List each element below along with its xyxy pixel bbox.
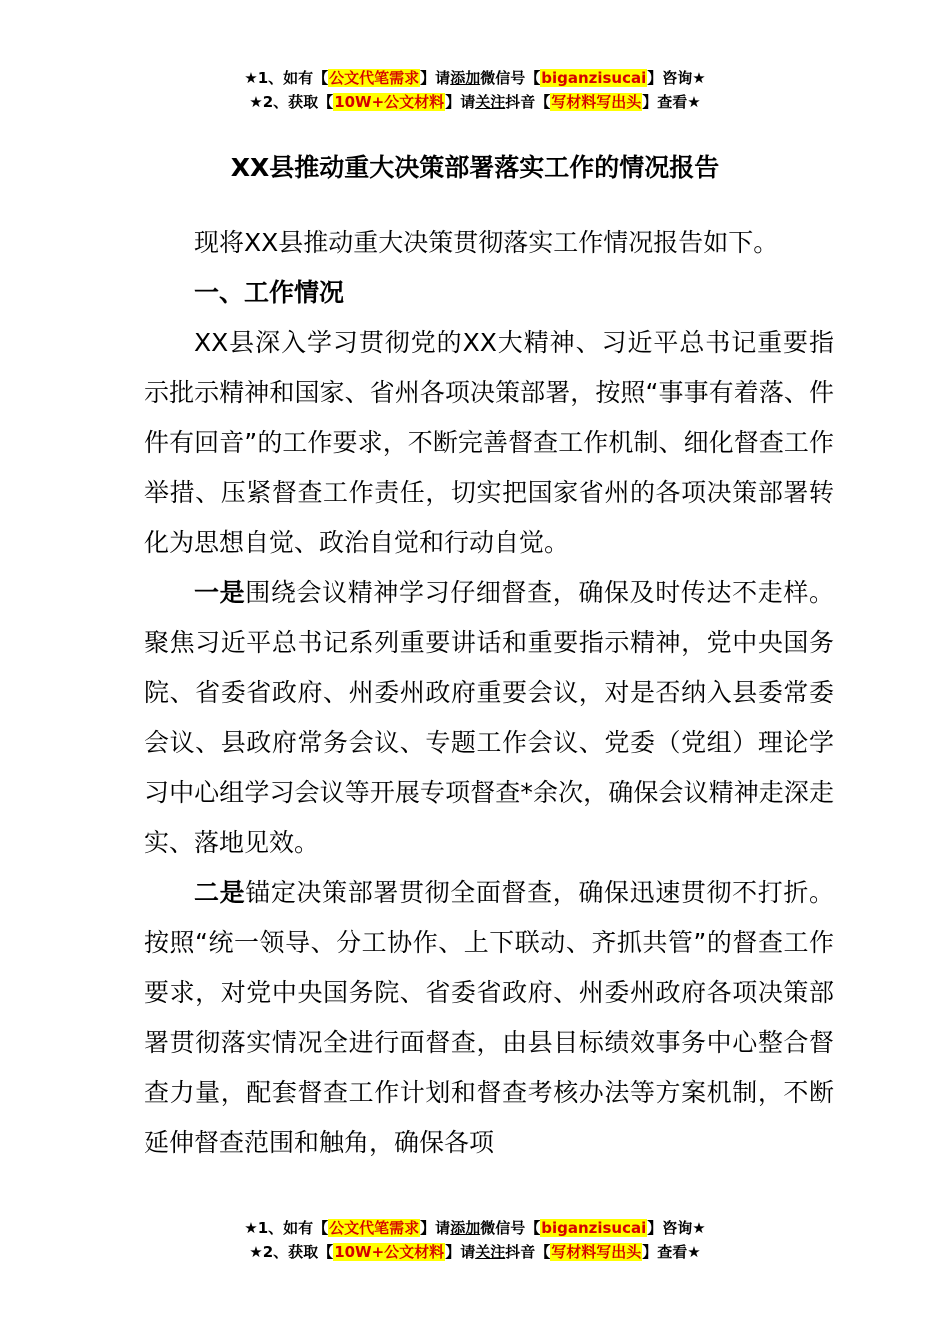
promo-banner-bottom: [0, 1216, 950, 1264]
document-title: XX县推动重大决策部署落实工作的情况报告: [230, 153, 720, 182]
point-lead: 二是: [194, 878, 246, 907]
promo-highlight: 写材料写出头: [551, 93, 642, 111]
point-lead: 一是: [194, 578, 246, 607]
promo-line-1: [0, 66, 950, 90]
point-paragraph-1: [144, 568, 834, 868]
promo-line-1: [0, 1216, 950, 1240]
intro-paragraph: 现将XX县推动重大决策贯彻落实工作情况报告如下。: [194, 228, 779, 257]
promo-text: 】请: [420, 1219, 451, 1237]
promo-highlight: 公文代笔需求: [329, 1219, 420, 1237]
point-paragraph-2: [144, 868, 834, 1168]
promo-line-2: [0, 1240, 950, 1264]
promo-text: 抖音【: [505, 93, 551, 111]
promo-text: 】请: [420, 69, 451, 87]
promo-highlight: 写材料写出头: [551, 1243, 642, 1261]
promo-underlined-text: 关注: [475, 1243, 506, 1261]
promo-text: 】请: [445, 93, 476, 111]
document-body: [144, 218, 834, 1168]
promo-text: 】咨询★: [647, 69, 706, 87]
promo-text: ★1、如有【: [244, 69, 329, 87]
promo-text: 抖音【: [505, 1243, 551, 1261]
promo-highlight: biganzisucai: [541, 69, 647, 87]
promo-text: 微信号【: [480, 1219, 541, 1237]
promo-underlined-text: 关注: [475, 93, 506, 111]
promo-text: 】请: [445, 1243, 476, 1261]
promo-line-2: [0, 90, 950, 114]
promo-text: 】查看★: [642, 1243, 701, 1261]
promo-underlined-text: 添加: [450, 69, 481, 87]
section-heading: 一、工作情况: [194, 278, 345, 307]
promo-highlight: biganzisucai: [541, 1219, 647, 1237]
section-paragraph: XX县深入学习贯彻党的XX大精神、习近平总书记重要指示批示精神和国家、省州各项决策部署，按照“事事有着落、件件有回音”的工作要求，不断完善督查工作机制、细化督查工作举措、压紧督查工作责任，切实把国家省州的各项决策部署转化为思想自觉、政治自觉和行动自觉。: [144, 328, 834, 557]
promo-highlight: 10W+公文材料: [334, 1243, 445, 1261]
promo-highlight: 公文代笔需求: [329, 69, 420, 87]
promo-banner-top: [0, 66, 950, 114]
promo-text: 微信号【: [480, 69, 541, 87]
promo-text: 】查看★: [642, 93, 701, 111]
point-text: 围绕会议精神学习仔细督查，确保及时传达不走样。聚焦习近平总书记系列重要讲话和重要指示精神，党中央国务院、省委省政府、州委州政府重要会议，对是否纳入县委常委会议、县政府常务会议、专题工作会议、党委（党组）理论学习中心组学习会议等开展专项督查*余次，确保会议精神走深走实、落地见效。: [144, 578, 834, 857]
promo-text: ★1、如有【: [244, 1219, 329, 1237]
point-text: 锚定决策部署贯彻全面督查，确保迅速贯彻不打折。按照“统一领导、分工协作、上下联动、齐抓共管”的督查工作要求，对党中央国务院、省委省政府、州委州政府各项决策部署贯彻落实情况全进行面督查，由县目标绩效事务中心整合督查力量，配套督查工作计划和督查考核办法等方案机制，不断延伸督查范围和触角，确保各项: [144, 878, 834, 1157]
promo-underlined-text: 添加: [450, 1219, 481, 1237]
promo-text: ★2、获取【: [249, 93, 334, 111]
promo-text: 】咨询★: [647, 1219, 706, 1237]
promo-highlight: 10W+公文材料: [334, 93, 445, 111]
promo-text: ★2、获取【: [249, 1243, 334, 1261]
